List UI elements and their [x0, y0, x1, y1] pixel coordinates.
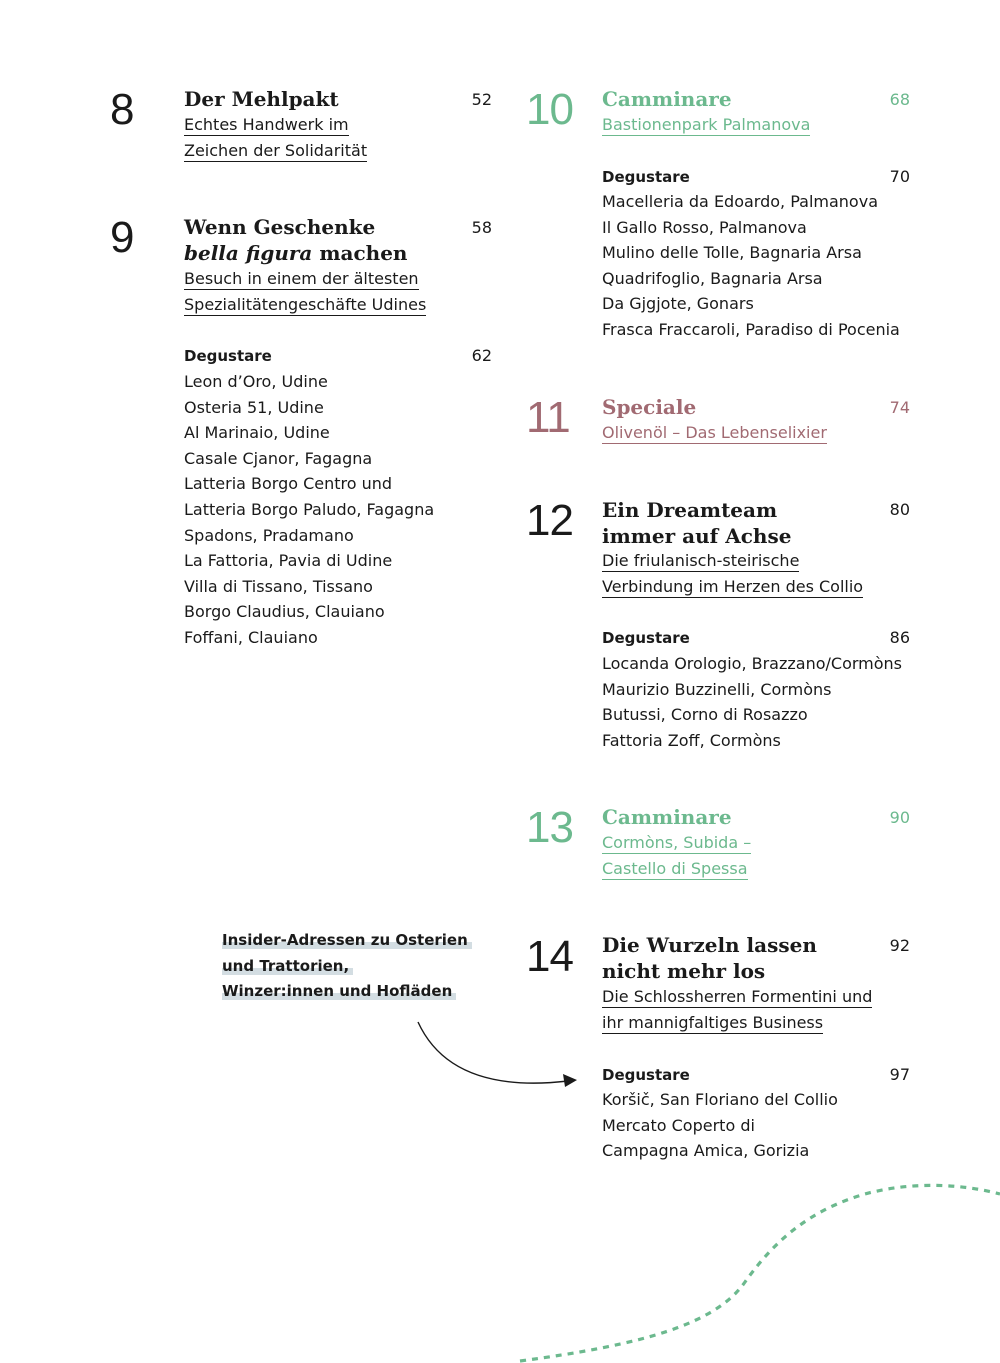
- degustare-page-number: 62: [471, 346, 492, 365]
- list-item: Quadrifoglio, Bagnaria Arsa: [602, 268, 823, 288]
- chapter-title[interactable]: Speciale: [602, 395, 697, 419]
- dotted-path-decoration: [520, 1185, 1000, 1361]
- page-number: 58: [471, 218, 492, 237]
- chapter-subtitle[interactable]: Bastionenpark Palmanova: [602, 115, 811, 134]
- chapter-title[interactable]: Camminare: [602, 805, 732, 829]
- curved-arrow-icon: [418, 1022, 577, 1087]
- degustare-page-number: 70: [889, 167, 910, 186]
- chapter-number: 9: [110, 213, 134, 262]
- list-item: Latteria Borgo Centro und: [184, 474, 393, 494]
- list-item: Foffani, Clauiano: [184, 627, 318, 647]
- chapter-number: 8: [110, 85, 134, 134]
- chapter-title[interactable]: Der Mehlpakt: [184, 87, 339, 111]
- degustare-page-number: 97: [889, 1065, 910, 1084]
- list-item: Frasca Fraccaroli, Paradiso di Pocenia: [602, 319, 900, 339]
- chapter-title[interactable]: Die Wurzeln lassen nicht mehr los: [602, 933, 817, 983]
- list-item: Osteria 51, Udine: [184, 397, 324, 417]
- chapter-title[interactable]: Camminare: [602, 87, 732, 111]
- list-item: Mercato Coperto di: [602, 1115, 755, 1135]
- list-item: La Fattoria, Pavia di Udine: [184, 551, 393, 571]
- list-item: Locanda Orologio, Brazzano/Cormòns: [602, 654, 903, 673]
- list-item: Campagna Amica, Gorizia: [602, 1141, 810, 1161]
- list-item: Leon d’Oro, Udine: [184, 372, 328, 391]
- insider-note: Insider-Adressen zu Osterien und Trattorien, Winzer:innen und Hofläden: [222, 928, 472, 1005]
- chapter-number: 13: [526, 803, 573, 852]
- list-item: Mulino delle Tolle, Bagnaria Arsa: [602, 243, 862, 263]
- chapter-subtitle[interactable]: Die Schlossherren Formentini und ihr mannigfaltiges Business: [602, 987, 873, 1032]
- list-item: Da Gjgjote, Gonars: [602, 294, 754, 314]
- list-item: Latteria Borgo Paludo, Fagagna: [184, 499, 435, 519]
- page-number: 74: [889, 398, 910, 417]
- list-item: Casale Cjanor, Fagagna: [184, 448, 373, 468]
- chapter-number: 10: [526, 85, 573, 134]
- page-number: 90: [889, 808, 910, 827]
- chapter-title[interactable]: Ein Dreamteam immer auf Achse: [602, 498, 792, 548]
- chapter-subtitle[interactable]: Cormòns, Subida – Castello di Spessa: [602, 833, 752, 878]
- list-item: Borgo Claudius, Clauiano: [184, 602, 385, 622]
- chapter-subtitle[interactable]: Olivenöl – Das Lebenselixier: [602, 423, 827, 442]
- chapter-title[interactable]: Wenn Geschenke bella figura machen: [184, 215, 408, 265]
- list-item: Spadons, Pradamano: [184, 525, 354, 545]
- degustare-heading: Degustare: [602, 629, 690, 647]
- degustare-heading: Degustare: [602, 168, 690, 186]
- list-item: Al Marinaio, Udine: [184, 423, 330, 443]
- page-number: 52: [471, 90, 492, 109]
- list-item: Butussi, Corno di Rosazzo: [602, 705, 808, 725]
- list-item: Villa di Tissano, Tissano: [184, 576, 373, 596]
- degustare-heading: Degustare: [184, 347, 272, 365]
- chapter-number: 12: [526, 496, 573, 545]
- list-item: Il Gallo Rosso, Palmanova: [602, 217, 807, 237]
- chapter-subtitle[interactable]: Die friulanisch-steirische Verbindung im Herzen des Collio: [602, 551, 864, 596]
- chapter-subtitle[interactable]: Echtes Handwerk im Zeichen der Solidarität: [184, 115, 368, 160]
- chapter-number: 11: [526, 393, 570, 442]
- list-item: Koršič, San Floriano del Collio: [602, 1090, 838, 1109]
- chapter-number: 14: [526, 932, 573, 981]
- page-number: 68: [889, 90, 910, 109]
- list-item: Macelleria da Edoardo, Palmanova: [602, 192, 878, 211]
- degustare-page-number: 86: [889, 628, 910, 647]
- list-item: Fattoria Zoff, Cormòns: [602, 730, 781, 750]
- degustare-heading: Degustare: [602, 1066, 690, 1084]
- list-item: Maurizio Buzzinelli, Cormòns: [602, 679, 832, 699]
- page-number: 92: [889, 936, 910, 955]
- chapter-subtitle[interactable]: Besuch in einem der ältesten Spezialitätengeschäfte Udines: [184, 269, 427, 314]
- page-number: 80: [889, 500, 910, 519]
